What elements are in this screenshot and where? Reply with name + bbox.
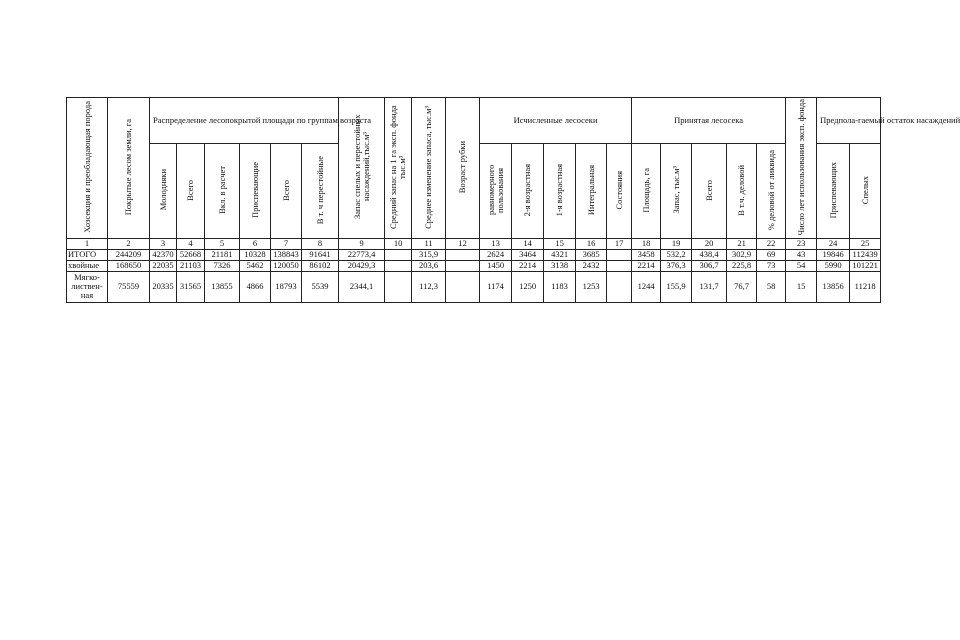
header-young: Молодняки — [150, 144, 177, 239]
header-mature-remaining: Спелых — [850, 144, 881, 239]
header-business-percent: % деловой от ликвида — [757, 144, 786, 239]
table-cell: 86102 — [302, 260, 339, 271]
header-mature-total: Всего — [271, 144, 302, 239]
header-calculated-cuts: Исчисленные лесосеки — [480, 98, 632, 144]
header-accepted-cut: Принятая лесосека — [632, 98, 786, 144]
column-number: 4 — [177, 239, 205, 249]
table-cell: 1174 — [480, 271, 512, 302]
forest-inventory-table — [66, 97, 960, 303]
table-cell: 3464 — [512, 249, 544, 260]
table-cell: 1450 — [480, 260, 512, 271]
table-cell: 54 — [786, 260, 817, 271]
column-number: 25 — [850, 239, 881, 249]
header-integral: Интегральная — [576, 144, 607, 239]
column-number: 3 — [150, 239, 177, 249]
table-cell — [385, 271, 412, 302]
table-cell: 376,3 — [661, 260, 692, 271]
table-cell: 58 — [757, 271, 786, 302]
column-number: 19 — [661, 239, 692, 249]
table-cell: 155,9 — [661, 271, 692, 302]
header-ripening: Приспевающие — [240, 144, 271, 239]
table-cell — [385, 249, 412, 260]
header-even-use: равномерного пользования — [480, 144, 512, 239]
column-number: 5 — [205, 239, 240, 249]
header-area-ha: Площадь, га — [632, 144, 661, 239]
table-cell: 1250 — [512, 271, 544, 302]
table-cell: 75559 — [108, 271, 150, 302]
column-number: 11 — [412, 239, 446, 249]
table-row-total — [67, 249, 881, 260]
column-number: 20 — [692, 239, 727, 249]
row-label: ИТОГО — [67, 249, 108, 260]
table-cell: 5539 — [302, 271, 339, 302]
column-number: 9 — [339, 239, 385, 249]
column-number: 15 — [544, 239, 576, 249]
header-overmature: В т. ч перестойные — [302, 144, 339, 239]
column-number: 22 — [757, 239, 786, 249]
header-age-distribution: Распределение лесопокрытой площади по группам возраста — [150, 98, 339, 144]
table-cell: 52668 — [177, 249, 205, 260]
header-second-age: 2-я возрастная — [512, 144, 544, 239]
table-cell: 5990 — [817, 260, 850, 271]
table-cell: 1253 — [576, 271, 607, 302]
column-number: 12 — [446, 239, 480, 249]
row-label — [67, 271, 108, 302]
table-row-softwood — [67, 271, 881, 302]
table-cell: 22035 — [150, 260, 177, 271]
header-first-age: 1-я возрастная — [544, 144, 576, 239]
header-mature-stock: Запас спелых и перестойных насаждений,тыс.м³ — [339, 98, 385, 239]
header-row-top — [67, 98, 881, 144]
table-cell — [446, 249, 480, 260]
table-cell: 131,7 — [692, 271, 727, 302]
table-cell: 3138 — [544, 260, 576, 271]
column-number: 2 — [108, 239, 150, 249]
table-cell: 2624 — [480, 249, 512, 260]
table-cell: 42370 — [150, 249, 177, 260]
table-cell — [385, 260, 412, 271]
row-label-line: Мягко- — [74, 271, 100, 282]
table-cell — [446, 260, 480, 271]
table-cell: 2214 — [512, 260, 544, 271]
column-number: 13 — [480, 239, 512, 249]
table-cell: 4321 — [544, 249, 576, 260]
table-cell — [607, 249, 632, 260]
column-number: 14 — [512, 239, 544, 249]
column-number: 8 — [302, 239, 339, 249]
table-cell: 31565 — [177, 271, 205, 302]
table-cell: 18793 — [271, 271, 302, 302]
table-cell: 532,2 — [661, 249, 692, 260]
column-number: 1 — [67, 239, 108, 249]
table-cell: 3685 — [576, 249, 607, 260]
table-cell: 244209 — [108, 249, 150, 260]
table-cell — [607, 271, 632, 302]
table-cell: 69 — [757, 249, 786, 260]
table-cell: 91641 — [302, 249, 339, 260]
table-cell: 2344,1 — [339, 271, 385, 302]
column-number: 21 — [727, 239, 757, 249]
table-cell: 76,7 — [727, 271, 757, 302]
table-row-coniferous — [67, 260, 881, 271]
header-business-wood: В т.ч. деловой — [727, 144, 757, 239]
table-cell — [607, 260, 632, 271]
table-cell: 7326 — [205, 260, 240, 271]
column-number: 6 — [240, 239, 271, 249]
table-cell: 315,9 — [412, 249, 446, 260]
table-cell: 438,4 — [692, 249, 727, 260]
table-cell: 21181 — [205, 249, 240, 260]
table-cell: 2432 — [576, 260, 607, 271]
table-cell: 1183 — [544, 271, 576, 302]
row-label: хвойные — [67, 260, 108, 271]
header-condition: Состояния — [607, 144, 632, 239]
table-cell: 13856 — [817, 271, 850, 302]
row-label-line: листвен- — [71, 281, 103, 292]
column-number: 10 — [385, 239, 412, 249]
header-middle-total: Всего — [177, 144, 205, 239]
table-cell: 168650 — [108, 260, 150, 271]
header-stock: Запас, тыс.м³ — [661, 144, 692, 239]
column-numbers-row — [67, 239, 881, 249]
table-cell: 306,7 — [692, 260, 727, 271]
table-cell: 5462 — [240, 260, 271, 271]
header-forest-area: Покрытые лесом земли, га — [108, 98, 150, 239]
table-cell: 225,8 — [727, 260, 757, 271]
table-cell: 4866 — [240, 271, 271, 302]
table-cell: 112439 — [850, 249, 881, 260]
table-cell: 2214 — [632, 260, 661, 271]
column-number: 23 — [786, 239, 817, 249]
table-cell: 3458 — [632, 249, 661, 260]
column-number: 16 — [576, 239, 607, 249]
header-avg-stock-per-ha: Средний запас на 1 га эксп. фонда тыс.м³ — [385, 98, 412, 239]
header-remaining-stands: Предпола-гаемый остаток насаждений — [817, 98, 881, 144]
header-section-species: Хозсекция и преобладающая порода — [67, 98, 108, 239]
table-cell: 73 — [757, 260, 786, 271]
table-cell: 43 — [786, 249, 817, 260]
table-cell: 20429,3 — [339, 260, 385, 271]
table-cell: 10328 — [240, 249, 271, 260]
header-years-of-use: Число лет использования эксп. фонда — [786, 98, 817, 239]
table-cell — [446, 271, 480, 302]
header-total: Всего — [692, 144, 727, 239]
table-cell: 203,6 — [412, 260, 446, 271]
column-number: 7 — [271, 239, 302, 249]
header-ripening-remaining: Приспевающих — [817, 144, 850, 239]
column-number: 18 — [632, 239, 661, 249]
table-cell: 19846 — [817, 249, 850, 260]
header-felling-age: Возраст рубки — [446, 98, 480, 239]
table-cell: 13855 — [205, 271, 240, 302]
table-cell: 302,9 — [727, 249, 757, 260]
table-cell: 101221 — [850, 260, 881, 271]
table-cell: 112,3 — [412, 271, 446, 302]
table-cell: 22773,4 — [339, 249, 385, 260]
table-cell: 138843 — [271, 249, 302, 260]
header-included-in-calc: Вкл. в расчет — [205, 144, 240, 239]
table-cell: 20335 — [150, 271, 177, 302]
table-cell: 1244 — [632, 271, 661, 302]
column-number: 17 — [607, 239, 632, 249]
table-cell: 21103 — [177, 260, 205, 271]
column-number: 24 — [817, 239, 850, 249]
header-avg-stock-change: Среднее изменение запаса, тыс.м³ — [412, 98, 446, 239]
row-label-line: ная — [80, 290, 94, 301]
table-cell: 120050 — [271, 260, 302, 271]
table-cell: 15 — [786, 271, 817, 302]
table-cell: 11218 — [850, 271, 881, 302]
